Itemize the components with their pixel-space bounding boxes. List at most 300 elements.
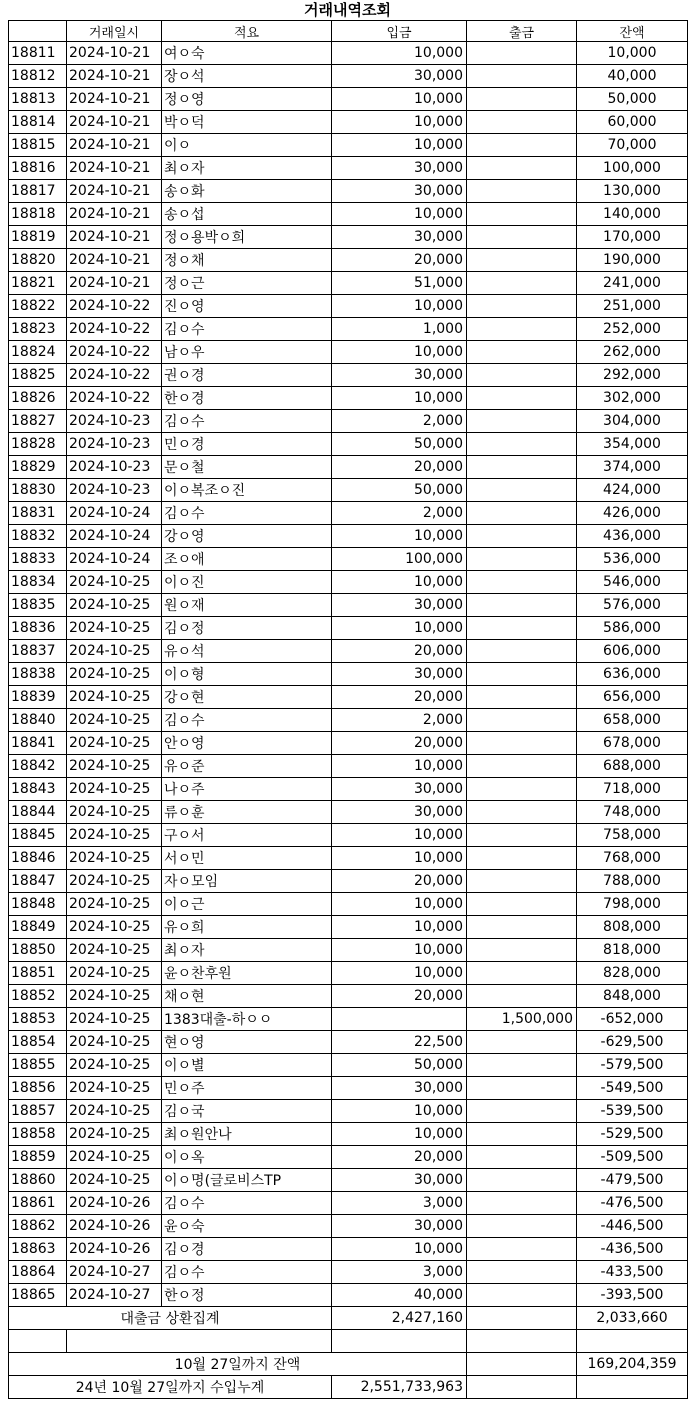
row-description: 이ㅇ명(글로비스TP <box>162 1169 332 1192</box>
row-withdrawal <box>467 824 577 847</box>
row-withdrawal <box>467 226 577 249</box>
row-date: 2024-10-26 <box>67 1192 162 1215</box>
row-date: 2024-10-25 <box>67 594 162 617</box>
row-date: 2024-10-22 <box>67 295 162 318</box>
row-deposit: 20,000 <box>332 732 467 755</box>
row-date: 2024-10-25 <box>67 663 162 686</box>
row-deposit: 20,000 <box>332 1146 467 1169</box>
row-description: 유ㅇ준 <box>162 755 332 778</box>
table-row <box>9 916 688 939</box>
row-number: 18843 <box>9 778 67 801</box>
row-deposit: 10,000 <box>332 617 467 640</box>
row-number: 18844 <box>9 801 67 824</box>
blank-cell <box>332 1330 467 1353</box>
row-deposit: 10,000 <box>332 88 467 111</box>
row-deposit: 30,000 <box>332 1169 467 1192</box>
row-deposit: 30,000 <box>332 157 467 180</box>
row-date: 2024-10-27 <box>67 1284 162 1307</box>
blank-cell <box>67 1330 332 1353</box>
row-withdrawal <box>467 1146 577 1169</box>
table-row <box>9 1261 688 1284</box>
row-withdrawal <box>467 1284 577 1307</box>
row-date: 2024-10-25 <box>67 1169 162 1192</box>
row-deposit: 51,000 <box>332 272 467 295</box>
row-withdrawal <box>467 962 577 985</box>
row-deposit: 30,000 <box>332 663 467 686</box>
table-row <box>9 1100 688 1123</box>
table-row <box>9 870 688 893</box>
row-date: 2024-10-25 <box>67 1054 162 1077</box>
table-row <box>9 65 688 88</box>
table-row <box>9 1215 688 1238</box>
summary-balance-total: 2,033,660 <box>577 1307 688 1330</box>
table-row <box>9 594 688 617</box>
row-balance: 688,000 <box>577 755 688 778</box>
row-deposit: 20,000 <box>332 985 467 1008</box>
row-balance: -446,500 <box>577 1215 688 1238</box>
table-row <box>9 939 688 962</box>
row-deposit: 10,000 <box>332 203 467 226</box>
table-row <box>9 663 688 686</box>
row-deposit: 30,000 <box>332 801 467 824</box>
row-number: 18865 <box>9 1284 67 1307</box>
row-description: 한ㅇ정 <box>162 1284 332 1307</box>
row-number: 18829 <box>9 456 67 479</box>
row-withdrawal <box>467 847 577 870</box>
row-number: 18842 <box>9 755 67 778</box>
row-description: 서ㅇ민 <box>162 847 332 870</box>
row-deposit: 10,000 <box>332 939 467 962</box>
table-row <box>9 341 688 364</box>
balance-empty <box>467 1353 577 1376</box>
row-number: 18839 <box>9 686 67 709</box>
row-number: 18854 <box>9 1031 67 1054</box>
row-date: 2024-10-22 <box>67 341 162 364</box>
row-date: 2024-10-25 <box>67 640 162 663</box>
row-description: 권ㅇ경 <box>162 364 332 387</box>
row-date: 2024-10-21 <box>67 180 162 203</box>
row-deposit: 30,000 <box>332 65 467 88</box>
row-withdrawal <box>467 341 577 364</box>
row-date: 2024-10-23 <box>67 456 162 479</box>
row-date: 2024-10-21 <box>67 226 162 249</box>
row-number: 18837 <box>9 640 67 663</box>
row-number: 18820 <box>9 249 67 272</box>
transaction-rows <box>9 42 688 1307</box>
row-description: 유ㅇ석 <box>162 640 332 663</box>
row-number: 18845 <box>9 824 67 847</box>
row-balance: -479,500 <box>577 1169 688 1192</box>
row-date: 2024-10-25 <box>67 985 162 1008</box>
row-description: 자ㅇ모임 <box>162 870 332 893</box>
row-balance: 758,000 <box>577 824 688 847</box>
row-description: 이ㅇ별 <box>162 1054 332 1077</box>
row-balance: 808,000 <box>577 916 688 939</box>
row-withdrawal <box>467 134 577 157</box>
row-description: 이ㅇ진 <box>162 571 332 594</box>
row-date: 2024-10-25 <box>67 847 162 870</box>
row-description: 김ㅇ경 <box>162 1238 332 1261</box>
row-withdrawal <box>467 755 577 778</box>
row-withdrawal <box>467 111 577 134</box>
row-number: 18815 <box>9 134 67 157</box>
row-number: 18827 <box>9 410 67 433</box>
transaction-table <box>8 20 688 1399</box>
row-balance: 190,000 <box>577 249 688 272</box>
row-number: 18850 <box>9 939 67 962</box>
row-balance: 292,000 <box>577 364 688 387</box>
row-number: 18841 <box>9 732 67 755</box>
row-balance: 606,000 <box>577 640 688 663</box>
row-withdrawal <box>467 364 577 387</box>
row-number: 18811 <box>9 42 67 65</box>
row-number: 18812 <box>9 65 67 88</box>
row-number: 18831 <box>9 502 67 525</box>
table-row <box>9 88 688 111</box>
row-deposit: 10,000 <box>332 111 467 134</box>
summary-row <box>9 1307 688 1330</box>
row-description: 김ㅇ수 <box>162 502 332 525</box>
row-withdrawal <box>467 295 577 318</box>
row-balance: 848,000 <box>577 985 688 1008</box>
table-row <box>9 686 688 709</box>
row-number: 18819 <box>9 226 67 249</box>
row-deposit: 10,000 <box>332 1100 467 1123</box>
summary-label: 대출금 상환집계 <box>9 1307 332 1330</box>
row-balance: 656,000 <box>577 686 688 709</box>
row-number: 18825 <box>9 364 67 387</box>
table-row <box>9 1008 688 1031</box>
row-date: 2024-10-21 <box>67 65 162 88</box>
row-balance: 10,000 <box>577 42 688 65</box>
row-balance: 436,000 <box>577 525 688 548</box>
row-deposit: 30,000 <box>332 226 467 249</box>
table-row <box>9 272 688 295</box>
row-description: 류ㅇ훈 <box>162 801 332 824</box>
income-empty <box>577 1376 688 1399</box>
table-row <box>9 203 688 226</box>
header-date: 거래일시 <box>67 21 162 42</box>
table-row <box>9 157 688 180</box>
row-balance: 546,000 <box>577 571 688 594</box>
row-deposit: 50,000 <box>332 1054 467 1077</box>
row-withdrawal <box>467 939 577 962</box>
row-number: 18848 <box>9 893 67 916</box>
row-number: 18838 <box>9 663 67 686</box>
table-row <box>9 42 688 65</box>
row-description: 정ㅇ영 <box>162 88 332 111</box>
income-label: 24년 10월 27일까지 수입누계 <box>9 1376 332 1399</box>
row-description: 이ㅇ복조ㅇ진 <box>162 479 332 502</box>
row-withdrawal <box>467 801 577 824</box>
row-deposit: 40,000 <box>332 1284 467 1307</box>
table-row <box>9 778 688 801</box>
row-date: 2024-10-25 <box>67 939 162 962</box>
header-no <box>9 21 67 42</box>
row-date: 2024-10-26 <box>67 1215 162 1238</box>
row-description: 구ㅇ서 <box>162 824 332 847</box>
row-date: 2024-10-25 <box>67 571 162 594</box>
row-date: 2024-10-22 <box>67 318 162 341</box>
row-date: 2024-10-25 <box>67 709 162 732</box>
row-deposit: 20,000 <box>332 870 467 893</box>
table-row <box>9 571 688 594</box>
row-number: 18862 <box>9 1215 67 1238</box>
header-balance: 잔액 <box>577 21 688 42</box>
table-row <box>9 1077 688 1100</box>
row-deposit: 30,000 <box>332 1215 467 1238</box>
row-withdrawal <box>467 1192 577 1215</box>
row-date: 2024-10-21 <box>67 88 162 111</box>
row-description: 이ㅇ옥 <box>162 1146 332 1169</box>
table-row <box>9 755 688 778</box>
row-balance: 70,000 <box>577 134 688 157</box>
row-withdrawal <box>467 985 577 1008</box>
row-balance: 241,000 <box>577 272 688 295</box>
row-date: 2024-10-25 <box>67 1123 162 1146</box>
table-row <box>9 801 688 824</box>
row-number: 18857 <box>9 1100 67 1123</box>
row-deposit: 10,000 <box>332 571 467 594</box>
row-number: 18813 <box>9 88 67 111</box>
row-description: 김ㅇ수 <box>162 1192 332 1215</box>
row-date: 2024-10-25 <box>67 1031 162 1054</box>
table-row <box>9 1146 688 1169</box>
table-row <box>9 226 688 249</box>
row-number: 18864 <box>9 1261 67 1284</box>
row-description: 강ㅇ영 <box>162 525 332 548</box>
row-deposit: 2,000 <box>332 709 467 732</box>
row-balance: 828,000 <box>577 962 688 985</box>
row-description: 송ㅇ화 <box>162 180 332 203</box>
summary-deposit-total: 2,427,160 <box>332 1307 467 1330</box>
row-date: 2024-10-21 <box>67 203 162 226</box>
row-description: 원ㅇ재 <box>162 594 332 617</box>
row-description: 최ㅇ자 <box>162 157 332 180</box>
row-number: 18814 <box>9 111 67 134</box>
row-description: 최ㅇ자 <box>162 939 332 962</box>
row-date: 2024-10-25 <box>67 1077 162 1100</box>
table-row <box>9 1031 688 1054</box>
table-row <box>9 525 688 548</box>
table-row <box>9 479 688 502</box>
table-row <box>9 893 688 916</box>
row-balance: 586,000 <box>577 617 688 640</box>
row-number: 18858 <box>9 1123 67 1146</box>
row-deposit: 10,000 <box>332 1238 467 1261</box>
row-balance: 60,000 <box>577 111 688 134</box>
row-withdrawal: 1,500,000 <box>467 1008 577 1031</box>
row-balance: -652,000 <box>577 1008 688 1031</box>
summary-withdrawal-empty <box>467 1307 577 1330</box>
row-description: 김ㅇ수 <box>162 1261 332 1284</box>
header-deposit: 입금 <box>332 21 467 42</box>
row-deposit: 10,000 <box>332 1123 467 1146</box>
row-balance: 302,000 <box>577 387 688 410</box>
row-date: 2024-10-23 <box>67 433 162 456</box>
row-withdrawal <box>467 1169 577 1192</box>
transaction-sheet <box>8 0 687 1399</box>
table-row <box>9 1238 688 1261</box>
row-withdrawal <box>467 548 577 571</box>
row-deposit: 1,000 <box>332 318 467 341</box>
row-withdrawal <box>467 203 577 226</box>
row-withdrawal <box>467 640 577 663</box>
row-withdrawal <box>467 272 577 295</box>
row-deposit: 10,000 <box>332 525 467 548</box>
row-date: 2024-10-21 <box>67 272 162 295</box>
row-number: 18824 <box>9 341 67 364</box>
row-description: 박ㅇ덕 <box>162 111 332 134</box>
row-deposit: 20,000 <box>332 456 467 479</box>
row-withdrawal <box>467 732 577 755</box>
table-row <box>9 962 688 985</box>
row-date: 2024-10-24 <box>67 548 162 571</box>
row-withdrawal <box>467 1100 577 1123</box>
row-balance: -433,500 <box>577 1261 688 1284</box>
table-row <box>9 824 688 847</box>
row-deposit: 30,000 <box>332 778 467 801</box>
table-row <box>9 111 688 134</box>
balance-row <box>9 1353 688 1376</box>
row-withdrawal <box>467 180 577 203</box>
row-date: 2024-10-22 <box>67 387 162 410</box>
row-deposit <box>332 1008 467 1031</box>
row-number: 18836 <box>9 617 67 640</box>
row-balance: 718,000 <box>577 778 688 801</box>
income-empty <box>467 1376 577 1399</box>
row-number: 18851 <box>9 962 67 985</box>
row-balance: 678,000 <box>577 732 688 755</box>
row-balance: -509,500 <box>577 1146 688 1169</box>
row-deposit: 30,000 <box>332 180 467 203</box>
row-description: 강ㅇ현 <box>162 686 332 709</box>
row-number: 18859 <box>9 1146 67 1169</box>
row-description: 이ㅇ근 <box>162 893 332 916</box>
row-withdrawal <box>467 1054 577 1077</box>
row-date: 2024-10-23 <box>67 410 162 433</box>
row-description: 김ㅇ수 <box>162 410 332 433</box>
row-description: 한ㅇ경 <box>162 387 332 410</box>
row-description: 김ㅇ수 <box>162 318 332 341</box>
row-deposit: 10,000 <box>332 916 467 939</box>
table-row <box>9 410 688 433</box>
row-description: 채ㅇ현 <box>162 985 332 1008</box>
row-balance: 658,000 <box>577 709 688 732</box>
row-number: 18823 <box>9 318 67 341</box>
blank-cell <box>577 1330 688 1353</box>
row-date: 2024-10-25 <box>67 686 162 709</box>
row-deposit: 10,000 <box>332 42 467 65</box>
row-description: 정ㅇ채 <box>162 249 332 272</box>
row-withdrawal <box>467 1077 577 1100</box>
row-description: 김ㅇ수 <box>162 709 332 732</box>
row-number: 18840 <box>9 709 67 732</box>
row-description: 김ㅇ국 <box>162 1100 332 1123</box>
row-withdrawal <box>467 410 577 433</box>
row-description: 나ㅇ주 <box>162 778 332 801</box>
row-deposit: 20,000 <box>332 640 467 663</box>
blank-row <box>9 1330 688 1353</box>
row-date: 2024-10-25 <box>67 617 162 640</box>
row-deposit: 30,000 <box>332 594 467 617</box>
row-description: 남ㅇ우 <box>162 341 332 364</box>
table-row <box>9 295 688 318</box>
row-number: 18832 <box>9 525 67 548</box>
row-withdrawal <box>467 1215 577 1238</box>
row-description: 윤ㅇ숙 <box>162 1215 332 1238</box>
row-date: 2024-10-21 <box>67 111 162 134</box>
row-description: 송ㅇ섭 <box>162 203 332 226</box>
row-deposit: 50,000 <box>332 479 467 502</box>
table-row <box>9 1192 688 1215</box>
row-number: 18853 <box>9 1008 67 1031</box>
table-row <box>9 502 688 525</box>
row-number: 18863 <box>9 1238 67 1261</box>
row-deposit: 10,000 <box>332 295 467 318</box>
row-date: 2024-10-25 <box>67 778 162 801</box>
row-balance: -393,500 <box>577 1284 688 1307</box>
row-balance: 788,000 <box>577 870 688 893</box>
row-date: 2024-10-23 <box>67 479 162 502</box>
row-withdrawal <box>467 778 577 801</box>
row-description: 진ㅇ영 <box>162 295 332 318</box>
row-deposit: 10,000 <box>332 341 467 364</box>
header-row <box>9 21 688 42</box>
row-number: 18822 <box>9 295 67 318</box>
row-number: 18826 <box>9 387 67 410</box>
row-balance: 748,000 <box>577 801 688 824</box>
row-withdrawal <box>467 617 577 640</box>
row-withdrawal <box>467 525 577 548</box>
row-number: 18833 <box>9 548 67 571</box>
row-withdrawal <box>467 663 577 686</box>
blank-cell <box>9 1330 67 1353</box>
row-balance: 798,000 <box>577 893 688 916</box>
row-number: 18830 <box>9 479 67 502</box>
row-number: 18835 <box>9 594 67 617</box>
row-deposit: 100,000 <box>332 548 467 571</box>
page-title: 거래내역조회 <box>304 1 391 19</box>
row-deposit: 10,000 <box>332 755 467 778</box>
table-row <box>9 364 688 387</box>
row-balance: 50,000 <box>577 88 688 111</box>
row-description: 장ㅇ석 <box>162 65 332 88</box>
row-balance: 818,000 <box>577 939 688 962</box>
row-number: 18846 <box>9 847 67 870</box>
row-date: 2024-10-25 <box>67 755 162 778</box>
header-withdrawal: 출금 <box>467 21 577 42</box>
row-description: 정ㅇ용박ㅇ희 <box>162 226 332 249</box>
table-row <box>9 387 688 410</box>
row-description: 정ㅇ근 <box>162 272 332 295</box>
row-date: 2024-10-26 <box>67 1238 162 1261</box>
row-description: 조ㅇ애 <box>162 548 332 571</box>
income-row <box>9 1376 688 1399</box>
row-withdrawal <box>467 1031 577 1054</box>
balance-label: 10월 27일까지 잔액 <box>9 1353 467 1376</box>
row-number: 18855 <box>9 1054 67 1077</box>
row-withdrawal <box>467 249 577 272</box>
row-date: 2024-10-21 <box>67 42 162 65</box>
row-date: 2024-10-25 <box>67 1100 162 1123</box>
row-number: 18860 <box>9 1169 67 1192</box>
row-balance: -539,500 <box>577 1100 688 1123</box>
row-description: 최ㅇ원안나 <box>162 1123 332 1146</box>
row-number: 18821 <box>9 272 67 295</box>
row-balance: -579,500 <box>577 1054 688 1077</box>
row-deposit: 30,000 <box>332 364 467 387</box>
